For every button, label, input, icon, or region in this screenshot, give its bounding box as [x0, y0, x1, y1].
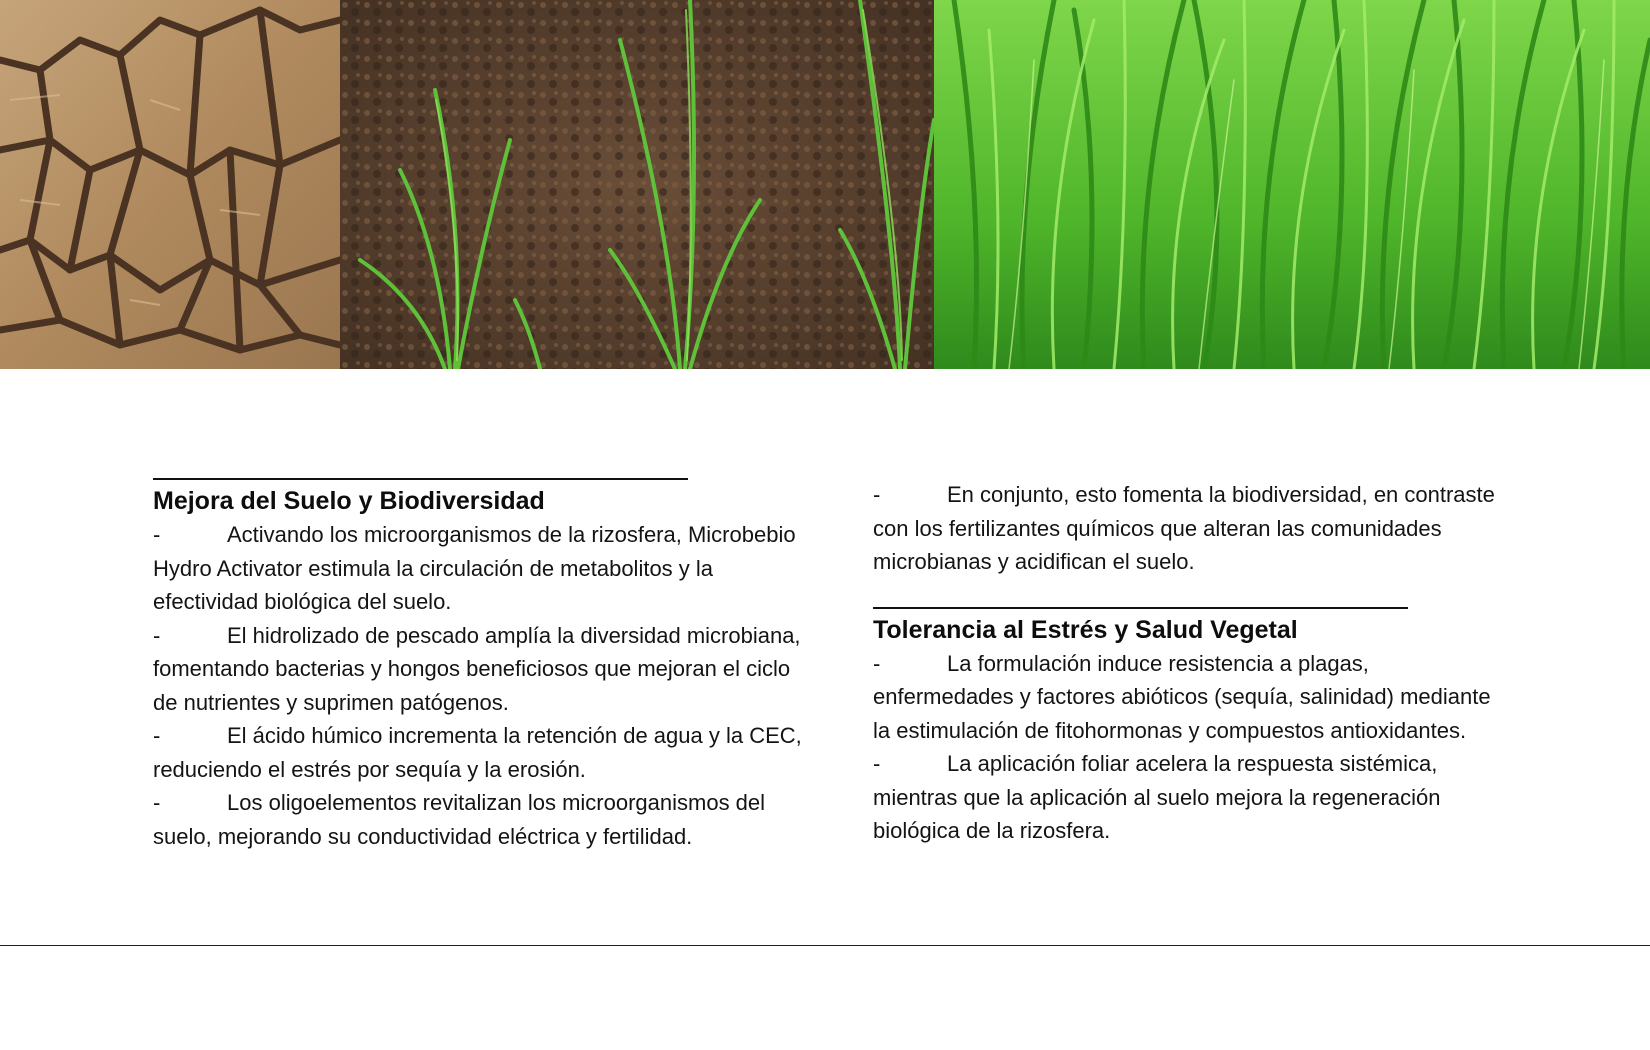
- section-divider: [873, 607, 1408, 609]
- list-item: [873, 747, 1513, 848]
- header-banner: [0, 0, 1650, 369]
- section-divider: [153, 478, 688, 480]
- list-item: [153, 619, 803, 720]
- cracked-dry-soil-image: [0, 0, 340, 369]
- bullet-dash: -: [873, 650, 881, 676]
- lush-grass-image: [934, 0, 1650, 369]
- list-item: [153, 719, 803, 786]
- footer-divider: [0, 945, 1650, 946]
- sprout-icon: [340, 0, 934, 369]
- left-column: [153, 478, 803, 853]
- list-item: [153, 518, 803, 619]
- bullet-dash: -: [153, 723, 161, 748]
- list-item: [873, 478, 1513, 579]
- sprouting-soil-image: [340, 0, 934, 369]
- bullet-text: El ácido húmico incrementa la retención de agua y la CEC, reduciendo el estrés por sequía y la erosión.: [153, 723, 802, 782]
- grass-icon: [934, 0, 1650, 369]
- bullet-text: Los oligoelementos revitalizan los microorganismos del suelo, mejorando su conductividad eléctrica y fertilidad.: [153, 790, 766, 849]
- bullet-dash: -: [153, 522, 161, 547]
- bullet-dash: -: [153, 622, 161, 648]
- bullet-text: La aplicación foliar acelera la respuesta sistémica, mientras que la aplicación al suelo mejora la regeneración biológica de la rizosfera.: [873, 751, 1441, 843]
- list-item: [873, 647, 1513, 748]
- bullet-text: En conjunto, esto fomenta la biodiversidad, en contraste con los fertilizantes químicos que alteran las comunidades microbianas y acidifican el suelo.: [873, 482, 1495, 574]
- bullet-dash: -: [153, 790, 161, 815]
- section-title-soil: Mejora del Suelo y Biodiversidad: [153, 487, 545, 515]
- bullet-text: Activando los microorganismos de la rizosfera, Microbebio Hydro Activator estimula la circulación de metabolitos y la efectividad biológica del suelo.: [153, 522, 796, 614]
- right-column: [873, 478, 1513, 848]
- bullet-dash: -: [873, 482, 881, 507]
- bullet-text: El hidrolizado de pescado amplía la diversidad microbiana, fomentando bacterias y hongos beneficiosos que mejoran el ciclo de nutrientes y suprimen patógenos.: [153, 622, 801, 715]
- section-title-stress: Tolerancia al Estrés y Salud Vegetal: [873, 615, 1298, 644]
- bullet-dash: -: [873, 751, 881, 776]
- section-spacer: [873, 579, 1513, 607]
- bullet-text: La formulación induce resistencia a plagas, enfermedades y factores abióticos (sequía, salinidad) mediante la estimulación de fitohormonas y compuestos antioxidantes.: [873, 650, 1491, 743]
- cracked-soil-icon: [0, 0, 340, 369]
- list-item: [153, 786, 803, 853]
